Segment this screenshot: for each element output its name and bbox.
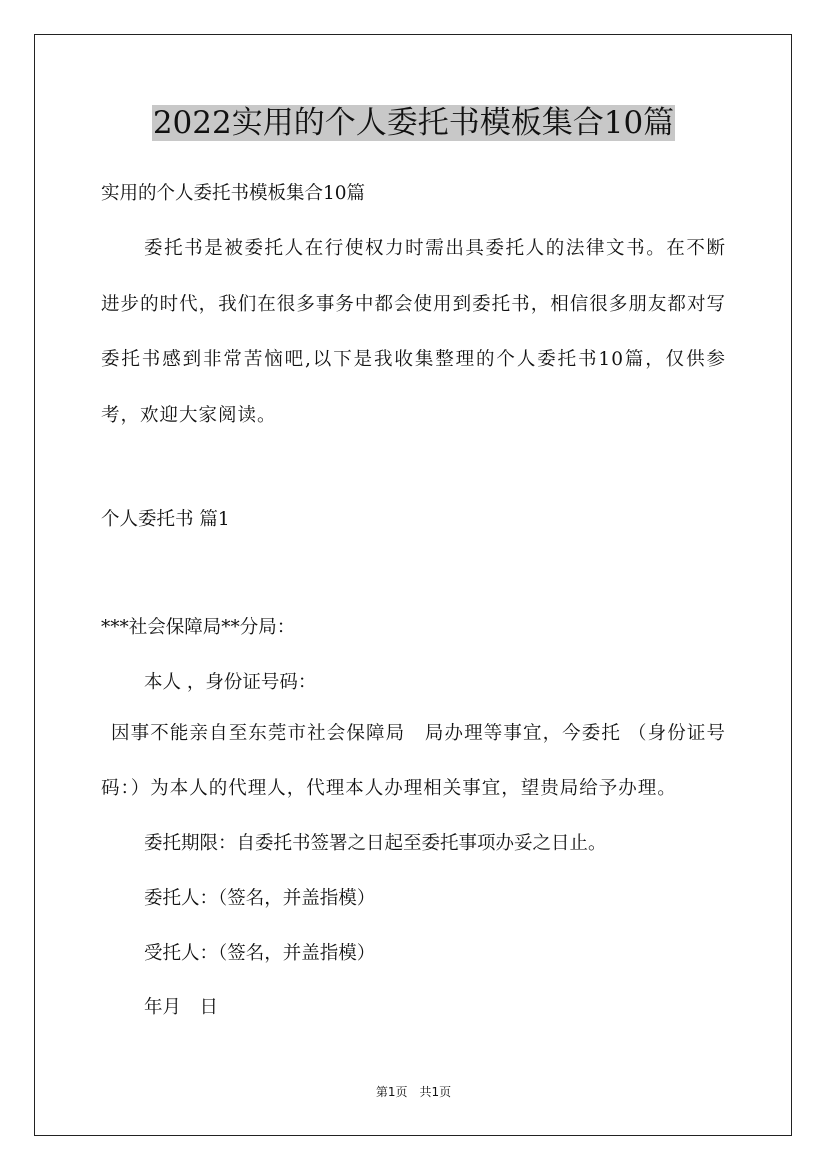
- document-title: [0, 101, 827, 145]
- intro-paragraph: 委托书是被委托人在行使权力时需出具委托人的法律文书。在不断进步的时代，我们在很多事务中都会使用到委托书，相信很多朋友都对写委托书感到非常苦恼吧,以下是我收集整理的个人委托书10篇，仅供参考，欢迎大家阅读。: [101, 238, 726, 426]
- delegation-paragraph: 因事不能亲自至东莞市社会保障局 局办理等事宜，今委托 （身份证号码：）为本人的代理人，代理本人办理相关事宜，望贵局给予办理。: [101, 723, 726, 799]
- date-line: 年月 日: [144, 997, 219, 1018]
- section-heading: 个人委托书 篇1: [101, 509, 230, 530]
- term-line: 委托期限：自委托书签署之日起至委托事项办妥之日止。: [144, 833, 607, 854]
- addressee-line: ***社会保障局**分局：: [101, 617, 296, 638]
- principal-id-line: 本人 ，身份证号码：: [144, 672, 317, 693]
- principal-signature-line: 委托人：（签名，并盖指模）: [144, 888, 376, 909]
- page-footer: 第1页 共1页: [375, 1085, 452, 1099]
- document-title-text: 2022实用的个人委托书模板集合10篇: [152, 105, 675, 141]
- document-subtitle: 实用的个人委托书模板集合10篇: [101, 183, 366, 204]
- agent-signature-line: 受托人：（签名，并盖指模）: [144, 943, 376, 964]
